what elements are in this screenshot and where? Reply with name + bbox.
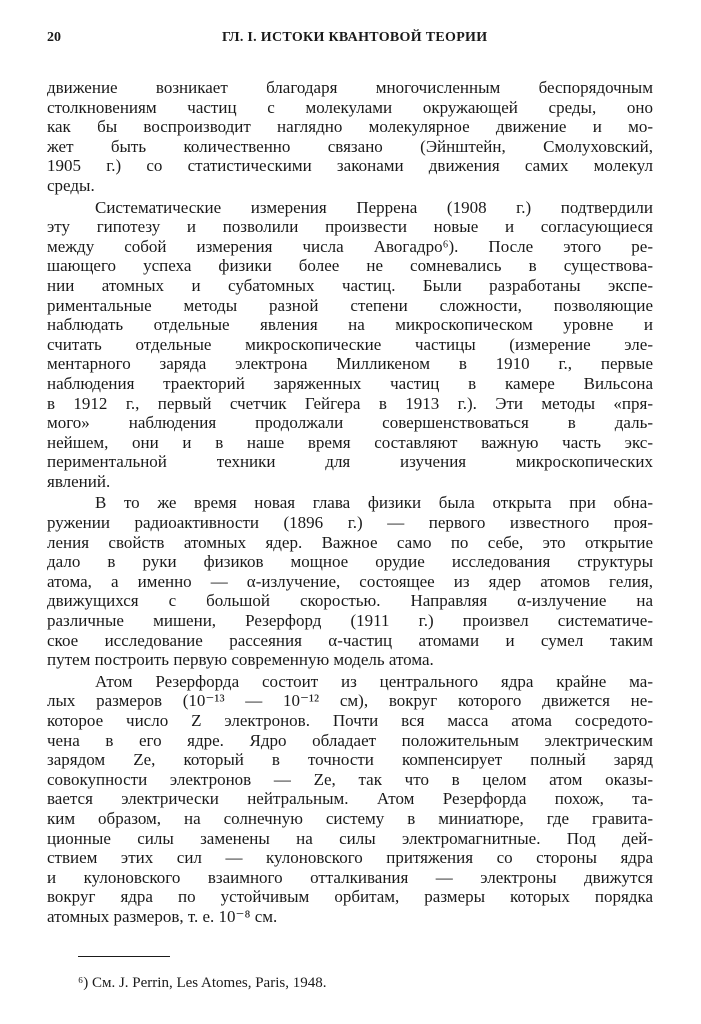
text-line: ружении радиоактивности (1896 г.) — первого известного проя- bbox=[47, 513, 653, 533]
text-line: нии атомных и субатомных частиц. Были разработаны экспе- bbox=[47, 275, 653, 295]
text-line: движущихся с большой скоростью. Направляя α-излучение на bbox=[47, 591, 653, 611]
text-line: ким образом, на солнечную систему в миниатюре, где гравита- bbox=[47, 808, 653, 828]
text-line: чена в его ядре. Ядро обладает положительным электрическим bbox=[47, 730, 653, 750]
text-line: как бы воспроизводит наглядно молекулярное движение и мо- bbox=[47, 117, 653, 137]
text-line: периментальной техники для изучения микроскопических bbox=[47, 452, 653, 472]
text-line: лых размеров (10⁻¹³ — 10⁻¹² см), вокруг которого движется не- bbox=[47, 691, 653, 711]
text-line: 1905 г.) со статистическими законами движения самих молекул bbox=[47, 156, 653, 176]
text-line: мого» наблюдения продолжали совершенствоваться в даль- bbox=[47, 413, 653, 433]
paragraph-3 bbox=[47, 493, 653, 669]
text-line: нейшем, они и в наше время составляют важную часть экс- bbox=[47, 432, 653, 452]
text-line: эту гипотезу и позволили произвести новые и согласующиеся bbox=[47, 217, 653, 237]
text-line: Систематические измерения Перрена (1908 г.) подтвердили bbox=[95, 197, 653, 217]
text-line: движение возникает благодаря многочисленным беспорядочным bbox=[47, 78, 653, 97]
text-line: и кулоновского взаимного отталкивания — электроны движутся bbox=[47, 867, 653, 887]
text-line: дало в руки физиков мощное орудие исследования структуры bbox=[47, 552, 653, 572]
text-line: В то же время новая глава физики была открыта при обна- bbox=[95, 493, 653, 513]
paragraph-4 bbox=[47, 672, 653, 927]
text-line: шающего успеха физики более не сомневались в существова- bbox=[47, 256, 653, 276]
footnote: ⁶) См. J. Perrin, Les Atomes, Paris, 1948. bbox=[78, 975, 327, 991]
text-line: вокруг ядра по устойчивым орбитам, размеры которых порядка bbox=[47, 887, 653, 907]
text-line: которое число Z электронов. Почти вся масса атома сосредото- bbox=[47, 711, 653, 730]
running-head: ГЛ. I. ИСТОКИ КВАНТОВОЙ ТЕОРИИ bbox=[222, 30, 488, 45]
text-line: ствием этих сил — кулоновского притяжения со стороны ядра bbox=[47, 848, 653, 868]
paragraph-1 bbox=[47, 78, 653, 196]
text-line: считать отдельные микроскопические частицы (измерение эле- bbox=[47, 334, 653, 354]
text-line: путем построить первую современную модель атома. bbox=[47, 650, 434, 670]
text-line: Атом Резерфорда состоит из центрального ядра крайне ма- bbox=[95, 671, 653, 691]
text-line: ментарного заряда электрона Милликеном в 1910 г., первые bbox=[47, 354, 653, 374]
text-line: ционные силы заменены на силы электромагнитные. Под дей- bbox=[47, 828, 653, 848]
text-line: наблюдения траекторий заряженных частиц в камере Вильсона bbox=[47, 373, 653, 393]
text-line: атомных размеров, т. е. 10⁻⁸ см. bbox=[47, 906, 278, 926]
text-line: в 1912 г., первый счетчик Гейгера в 1913 г.). Эти методы «пря- bbox=[47, 393, 653, 413]
body-text bbox=[47, 78, 653, 927]
text-line: ления свойств атомных ядер. Важное само по себе, это открытие bbox=[47, 532, 653, 552]
text-line: ское исследование рассеяния α-частиц атомами и сумел таким bbox=[47, 630, 653, 650]
page-number: 20 bbox=[47, 30, 61, 45]
text-line: атома, а именно — α-излучение, состоящее из ядер атомов гелия, bbox=[47, 571, 653, 591]
text-line: явлений. bbox=[47, 471, 111, 491]
text-line: среды. bbox=[47, 175, 95, 195]
text-line: столкновениям частиц с молекулами окружающей среды, оно bbox=[47, 97, 653, 117]
text-line: между собой измерения числа Авогадро⁶). После этого ре- bbox=[47, 236, 653, 256]
text-line: совокупности электронов — Ze, так что в целом атом оказы- bbox=[47, 769, 653, 789]
footnote-divider bbox=[78, 956, 170, 957]
text-line: наблюдать отдельные явления на микроскопическом уровне и bbox=[47, 315, 653, 335]
paragraph-2 bbox=[47, 198, 653, 492]
text-line: различные мишени, Резерфорд (1911 г.) произвел систематиче- bbox=[47, 611, 653, 631]
page-header bbox=[47, 30, 657, 52]
text-line: риментальные методы разной степени сложности, позволяющие bbox=[47, 295, 653, 315]
text-line: зарядом Ze, который в точности компенсирует полный заряд bbox=[47, 750, 653, 770]
text-line: вается электрически нейтральным. Атом Резерфорда похож, та- bbox=[47, 789, 653, 809]
text-line: жет быть количественно связано (Эйнштейн, Смолуховский, bbox=[47, 136, 653, 156]
